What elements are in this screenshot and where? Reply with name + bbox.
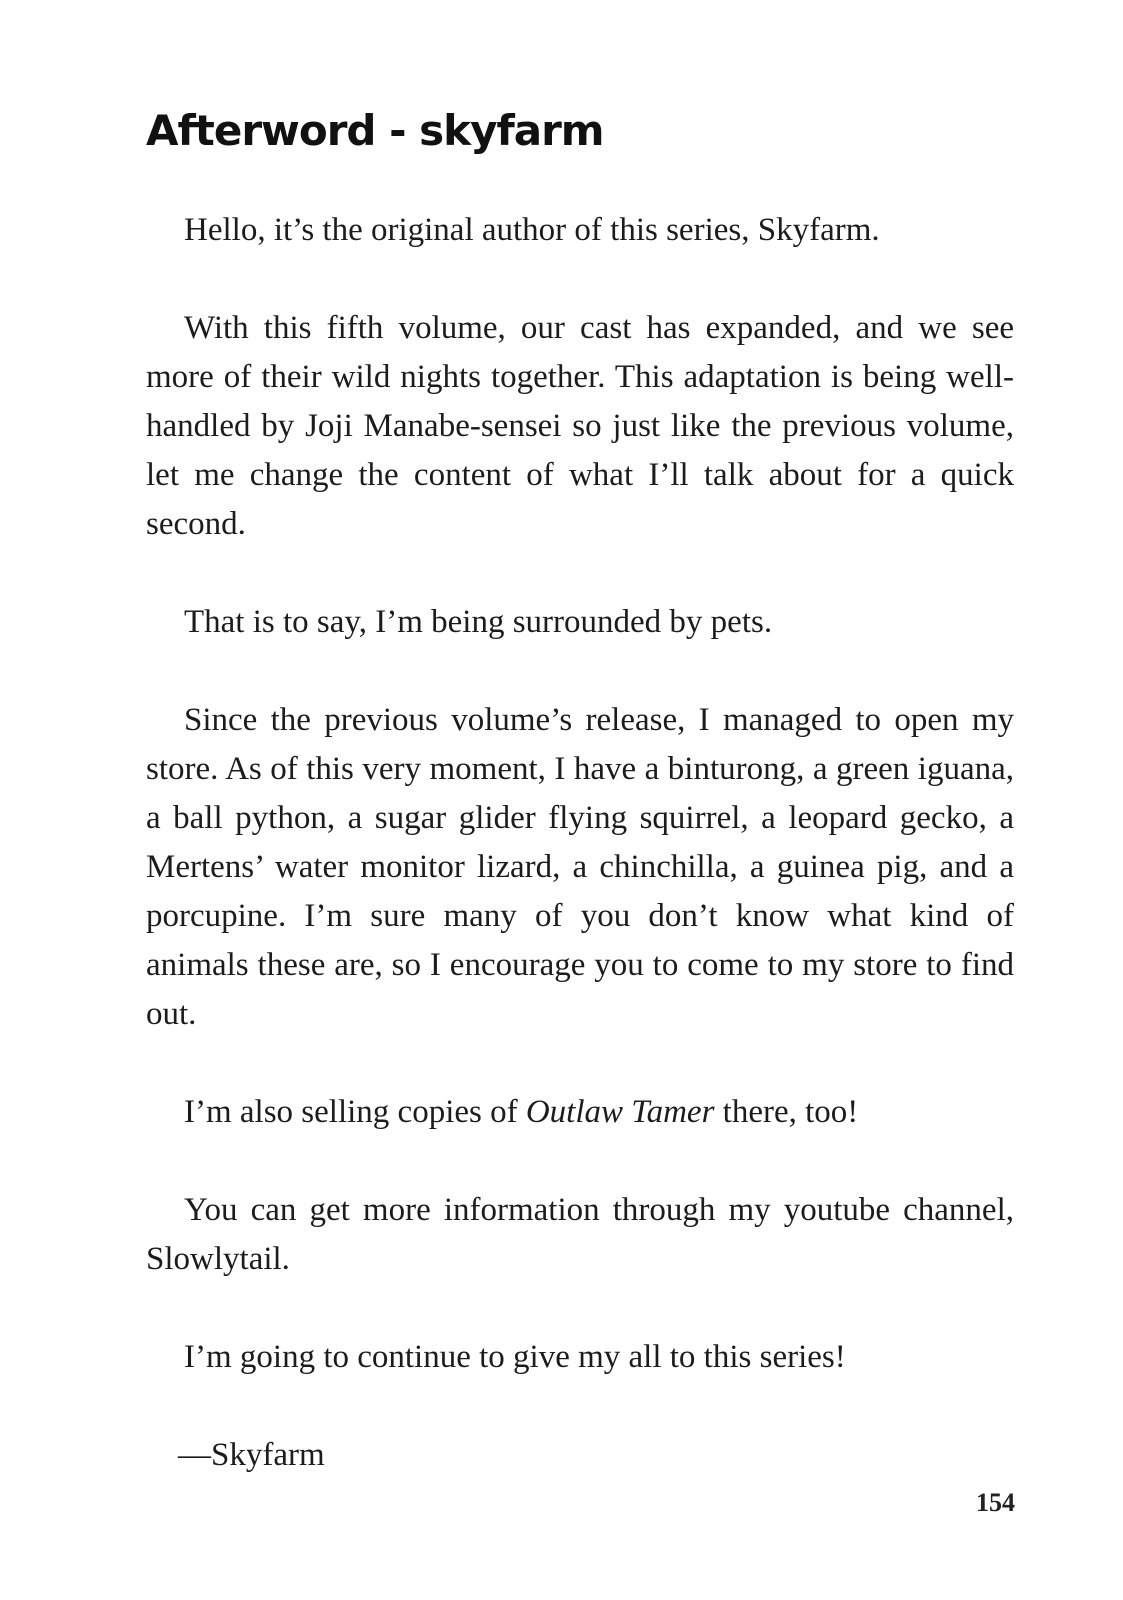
book-title: Outlaw Tamer	[525, 1094, 715, 1130]
paragraph-fifth-volume: With this fifth volume, our cast has expanded, and we see more of their wild nights together. This adaptation is being well-handled by Joji Manabe-sensei so just like the previous volume, let me change the content of what I’ll talk about for a quick second.	[146, 310, 1014, 542]
paragraph-pets: That is to say, I’m being surrounded by pets.	[184, 604, 773, 640]
paragraph-youtube: You can get more information through my youtube channel, Slowlytail.	[146, 1192, 1014, 1277]
paragraph-selling-copies	[146, 1088, 1014, 1137]
page-number: 154	[976, 1488, 1015, 1517]
author-signature: —Skyfarm	[178, 1437, 325, 1473]
afterword-body	[146, 206, 1014, 1480]
afterword-heading: Afterword - skyfarm	[146, 106, 604, 155]
paragraph-continue: I’m going to continue to give my all to this series!	[184, 1339, 846, 1375]
selling-copies-text-after: there, too!	[714, 1094, 859, 1130]
selling-copies-text-before: I’m also selling copies of	[184, 1094, 526, 1130]
paragraph-greeting: Hello, it’s the original author of this series, Skyfarm.	[184, 212, 880, 248]
paragraph-store: Since the previous volume’s release, I managed to open my store. As of this very moment, I have a binturong, a green iguana, a ball python, a sugar glider flying squirrel, a leopard gecko, a Mertens’ water monitor lizard, a chinchilla, a guinea pig, and a porcupine. I’m sure many of you don’t know what kind of animals these are, so I encourage you to come to my store to find out.	[146, 702, 1014, 1032]
